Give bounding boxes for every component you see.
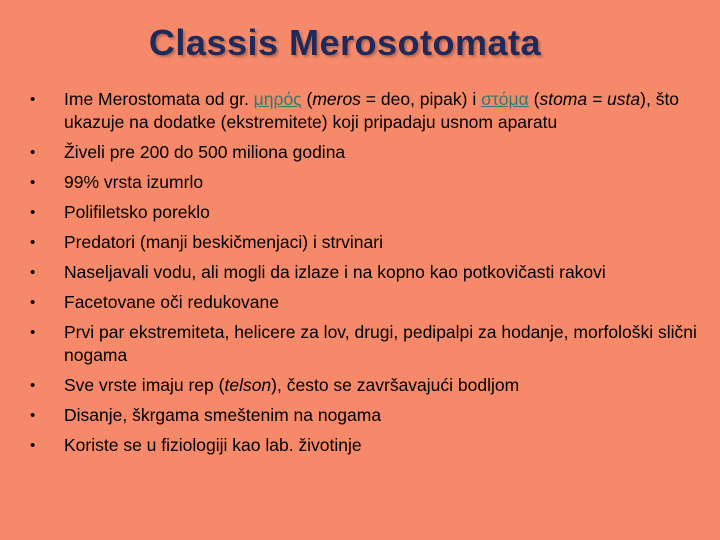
bullet-item: [28, 261, 698, 284]
bullet-text: Živeli pre 200 do 500 miliona godina: [64, 142, 346, 162]
bullet-item: [28, 321, 698, 367]
bullet-text: Koriste se u fiziologiji kao lab. životinje: [64, 435, 362, 455]
bullet-item: [28, 434, 698, 457]
greek-word-meros[interactable]: μηρός: [253, 89, 302, 109]
italic-term: stoma = usta: [539, 89, 641, 109]
bullet-marker: •: [30, 377, 36, 394]
bullet-text: Naseljavali vodu, ali mogli da izlaze i na kopno kao potkovičasti rakovi: [64, 262, 606, 282]
bullet-text: Ime Merostomata od gr.: [64, 89, 254, 109]
bullet-text: ), što ukazuje na dodatke (ekstremitete) koji pripadaju usnom aparatu: [64, 89, 680, 132]
bullet-marker: •: [30, 324, 36, 341]
bullet-list: [28, 88, 698, 464]
bullet-marker: •: [30, 437, 36, 454]
bullet-marker: •: [30, 294, 36, 311]
bullet-text: 99% vrsta izumrlo: [64, 172, 204, 192]
bullet-item: [28, 171, 698, 194]
bullet-text: Sve vrste imaju rep (: [64, 375, 225, 395]
bullet-item: [28, 201, 698, 224]
bullet-item: [28, 404, 698, 427]
bullet-text: (: [301, 89, 313, 109]
bullet-text: (: [528, 89, 540, 109]
bullet-marker: •: [30, 144, 36, 161]
bullet-text: Polifiletsko poreklo: [64, 202, 210, 222]
bullet-marker: •: [30, 407, 36, 424]
bullet-text: = deo, pipak) i: [360, 89, 482, 109]
bullet-item: [28, 141, 698, 164]
italic-term: meros: [312, 89, 361, 109]
bullet-item-telson: [28, 374, 698, 397]
bullet-text: Prvi par ekstremiteta, helicere za lov, drugi, pedipalpi za hodanje, morfološki slični nogama: [64, 322, 697, 365]
bullet-marker: •: [30, 204, 36, 221]
bullet-marker: •: [30, 174, 36, 191]
bullet-text: Disanje, škrgama smeštenim na nogama: [64, 405, 382, 425]
italic-term: telson: [224, 375, 272, 395]
bullet-item-name-origin: [28, 88, 698, 134]
bullet-text: ), često se završavajući bodljom: [271, 375, 520, 395]
bullet-item: [28, 231, 698, 254]
bullet-text: Predatori (manji beskičmenjaci) i strvinari: [64, 232, 383, 252]
bullet-marker: •: [30, 91, 36, 108]
bullet-item: [28, 291, 698, 314]
slide-title: Classis Merosotomata: [148, 22, 542, 63]
bullet-marker: •: [30, 234, 36, 251]
bullet-marker: •: [30, 264, 36, 281]
greek-word-stoma[interactable]: στόμα: [481, 89, 529, 109]
bullet-text: Facetovane oči redukovane: [64, 292, 279, 312]
